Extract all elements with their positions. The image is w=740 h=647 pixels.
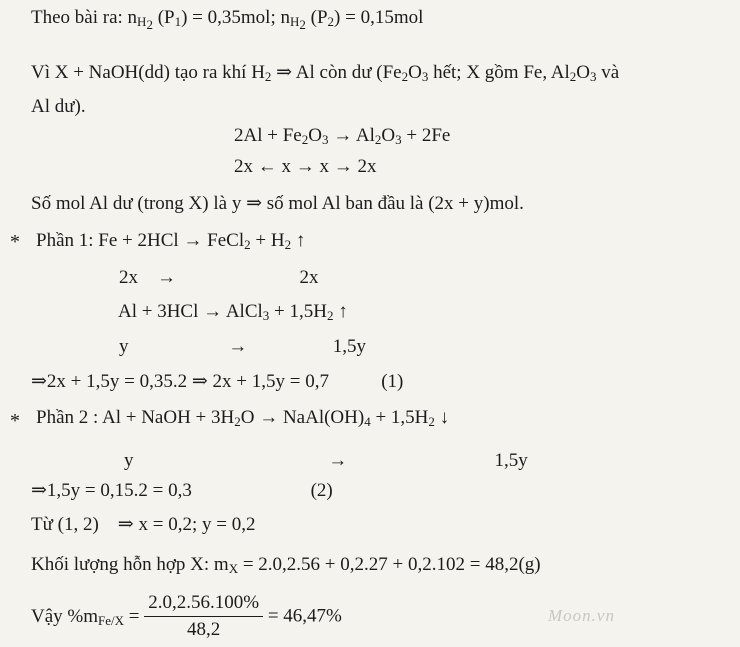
mass-of-x: Khối lượng hỗn hợp X: $m_X = 2.0,2.56 + 0,2.27 + 0,2.102 = 48,2(g)$ [31, 554, 541, 576]
line-al-du: Al dư). [31, 96, 86, 117]
solution-xy: Từ (1, 2) ⇒ x = 0,2; y = 0,2 [31, 514, 256, 535]
line-given-moles: Theo bài ra: $n_{H_2}$ $(P_1) = 0,35mol$; $n_{H_2}$ $(P_2) = 0,15mol$ [31, 7, 424, 32]
fraction [144, 592, 263, 641]
final-result: = 46,47% [263, 605, 342, 627]
equation-2: ⇒1,5y = 0,15.2 = 0,3 (2) [31, 480, 333, 501]
watermark: Moon.vn [548, 606, 615, 625]
final-prefix: Vậy $\%m_{Fe/X}$ = [31, 605, 145, 628]
line-al-initial: Số mol Al dư (trong X) là y ⇒ số mol Al ban đầu là (2x + y)mol. [31, 193, 524, 214]
part1-fe-equation: Phần 1: Fe + 2HCl → FeCl$_2$ + $H_2$ ↑ [36, 230, 306, 252]
part2-equation: Phần 2 : Al + NaOH + $3H_2O$ → $NaAl(OH)_4 + 1,5H_2$ ↓ [36, 407, 450, 429]
equation-1: ⇒2x + 1,5y = 0,35.2 ⇒ 2x + 1,5y = 0,7 (1) [31, 371, 404, 392]
final-percentage [31, 592, 342, 641]
thermite-ratio: 2x ← x → x → 2x [234, 156, 377, 177]
part2-ratio: y → 1,5y [124, 450, 528, 471]
bullet-1: * [10, 231, 20, 253]
fraction-denominator: 48,2 [187, 619, 221, 640]
part1-fe-ratio: 2x → 2x [119, 267, 319, 288]
part1-al-equation: Al + 3HCl → AlCl$_3$ + $1,5H_2$ ↑ [118, 301, 348, 323]
bullet-2: * [10, 410, 20, 432]
part1-al-ratio: y → 1,5y [119, 336, 366, 357]
fraction-numerator: 2.0,2.56.100% [144, 592, 263, 617]
line-naoh-reaction: Vì X + NaOH(dd) tạo ra khí $H_2$ ⇒ Al còn dư ($Fe_2O_3$ hết; X gồm Fe, $Al_2O_3$ và [31, 62, 620, 84]
thermite-equation: $2Al + Fe_2O_3 \to Al_2O_3 + 2Fe$ [234, 125, 451, 147]
